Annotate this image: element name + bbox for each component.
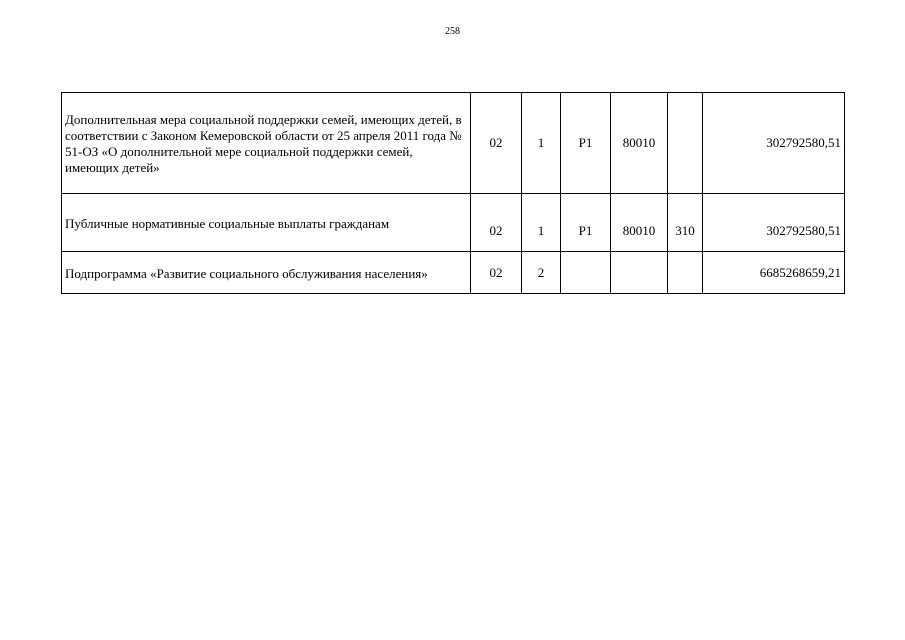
section-code: 02: [471, 252, 522, 294]
table-row: [62, 93, 845, 194]
direction-code: 80010: [611, 93, 668, 194]
row-name: Подпрограмма «Развитие социального обслуживания населения»: [62, 252, 471, 294]
section-code: 02: [471, 93, 522, 194]
section-code: 02: [471, 194, 522, 252]
event-code: P1: [561, 93, 611, 194]
expense-type-code: 310: [668, 194, 703, 252]
event-code: P1: [561, 194, 611, 252]
expense-type-code: [668, 93, 703, 194]
page-number: 258: [445, 26, 460, 37]
table-row: [62, 252, 845, 294]
amount: 6685268659,21: [703, 252, 845, 294]
subprogram-code: 2: [522, 252, 561, 294]
subprogram-code: 1: [522, 93, 561, 194]
row-name: Публичные нормативные социальные выплаты гражданам: [62, 194, 471, 252]
amount: 302792580,51: [703, 194, 845, 252]
subprogram-code: 1: [522, 194, 561, 252]
table-row: [62, 194, 845, 252]
event-code: [561, 252, 611, 294]
row-name: Дополнительная мера социальной поддержки семей, имеющих детей, в соответствии с Законом Кемеровской области от 25 апреля 2011 года № 51-ОЗ «О дополнительной мере социальной поддержки семей, имеющих детей»: [62, 93, 471, 194]
amount: 302792580,51: [703, 93, 845, 194]
direction-code: 80010: [611, 194, 668, 252]
budget-table: [61, 92, 845, 294]
expense-type-code: [668, 252, 703, 294]
direction-code: [611, 252, 668, 294]
